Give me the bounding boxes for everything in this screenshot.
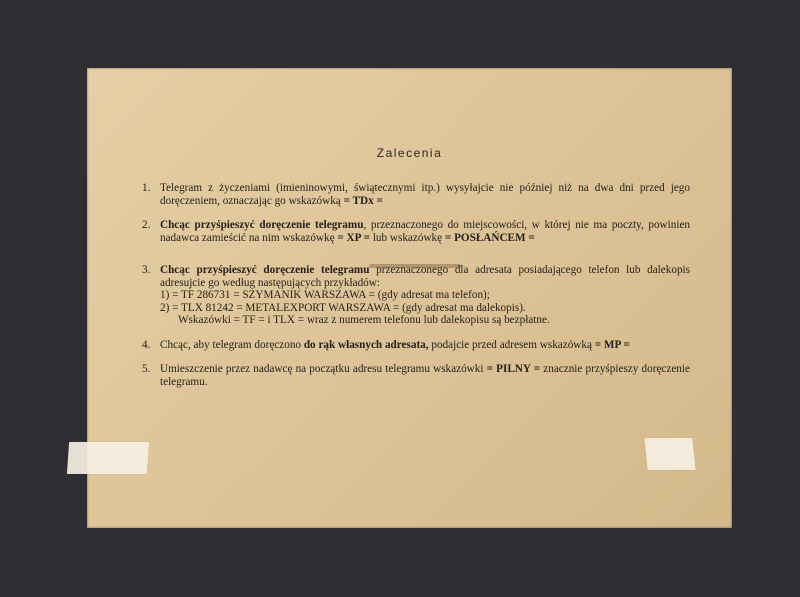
list-item bbox=[142, 264, 690, 327]
item-code: = TDx = bbox=[343, 194, 383, 207]
item-number: 5. bbox=[142, 363, 151, 375]
item-code: = POSŁAŃCEM = bbox=[444, 231, 535, 244]
example-line: 1) = TF 286731 = SZYMANIK WARSZAWA = (gdy adresat ma telefon); bbox=[160, 289, 490, 301]
example-note: Wskazówki = TF = i TLX = wraz z numerem telefonu lub dalekopisu są bezpłatne. bbox=[178, 314, 550, 326]
item-number: 4. bbox=[142, 338, 151, 351]
item-text: przeznaczonego dla adresata posiadającego telefon lub dalekopis adresujcie go według następujących przykładów: bbox=[160, 264, 690, 289]
telegram-instruction-sheet bbox=[87, 68, 732, 528]
tape-strip-left bbox=[67, 442, 149, 474]
item-bold-lead: Chcąc przyśpieszyć doręczenie telegramu bbox=[160, 264, 370, 276]
item-code: = MP = bbox=[594, 338, 630, 351]
item-text: , przeznaczonego do miejscowości, w której nie ma poczty, powinien nadawca zamieścić na nim wskazówkę bbox=[160, 219, 690, 244]
item-number: 1. bbox=[142, 182, 151, 194]
list-item bbox=[142, 219, 690, 244]
item-number: 2. bbox=[142, 219, 151, 231]
list-item bbox=[142, 363, 690, 388]
item-bold-lead: Chcąc przyśpieszyć doręczenie telegramu bbox=[160, 219, 364, 231]
item-text: lub wskazówkę bbox=[370, 231, 445, 244]
example-line: 2) = TLX 81242 = METALEXPORT WARSZAWA = (gdy adresat ma dalekopis). bbox=[160, 301, 526, 314]
item-bold: do rąk własnych adresata, bbox=[303, 338, 429, 351]
item-text: podajcie przed adresem wskazówką bbox=[428, 338, 595, 351]
item-text: Chcąc, aby telegram doręczono bbox=[160, 338, 304, 351]
recommendations-list bbox=[142, 182, 690, 400]
document-title: Zalecenia bbox=[376, 146, 443, 160]
item-code: = PILNY = bbox=[486, 363, 541, 375]
item-code: = XP = bbox=[337, 231, 371, 244]
item-text: Umieszczenie przez nadawcę na początku adresu telegramu wskazówki bbox=[160, 363, 487, 375]
list-item bbox=[142, 339, 690, 352]
tape-strip-right bbox=[644, 438, 695, 470]
item-text: znacznie przyśpieszy doręczenie telegramu. bbox=[160, 363, 690, 388]
list-item bbox=[142, 182, 690, 207]
item-text: Telegram z życzeniami (imieninowymi, świątecznymi itp.) wysyłajcie nie później niż na dwa dni przed jego doręczeniem, oznaczając go wskazówką bbox=[160, 182, 690, 207]
item-number: 3. bbox=[142, 264, 151, 276]
